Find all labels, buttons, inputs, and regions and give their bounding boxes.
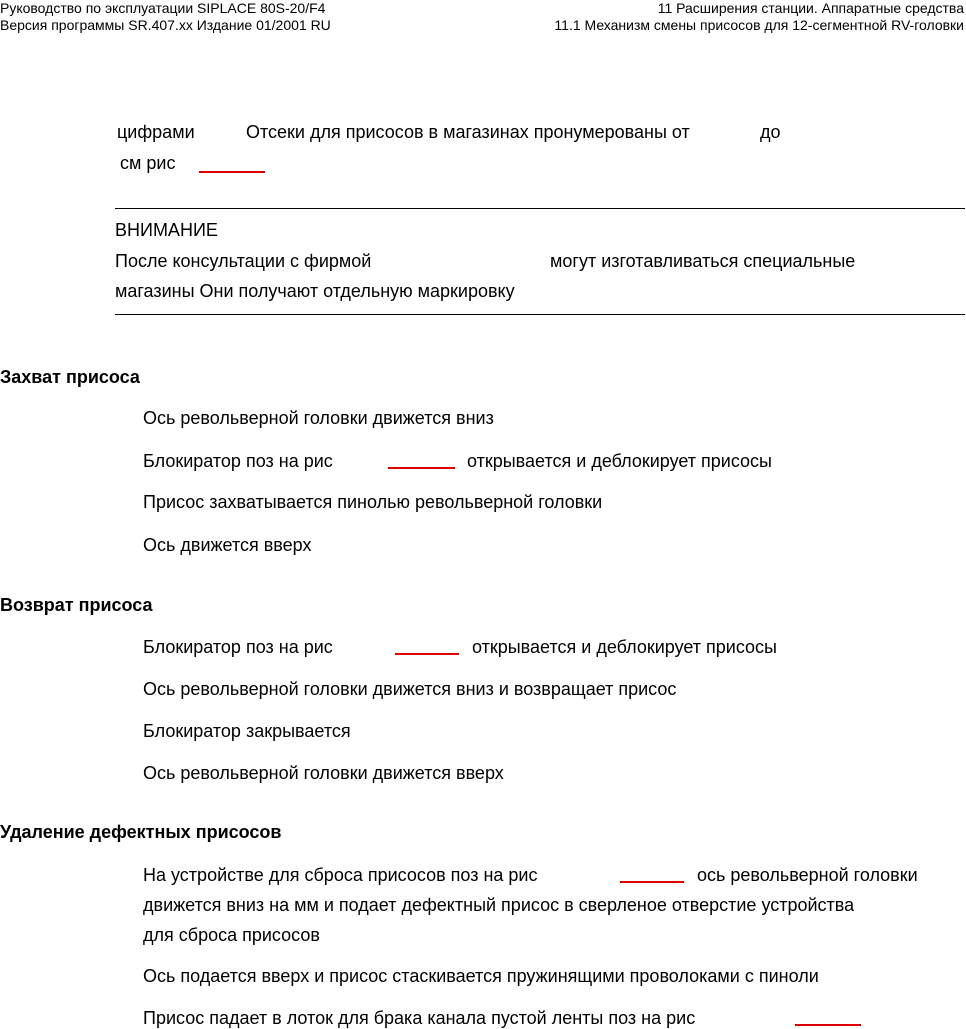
return-step-4: Ось револьверной головки движется вверх bbox=[143, 763, 504, 783]
section-heading-capture: Захват присоса bbox=[0, 367, 140, 387]
figure-link[interactable] bbox=[620, 881, 684, 883]
removal-step-3: Присос падает в лоток для брака канала пустой ленты поз на рис bbox=[143, 1008, 696, 1028]
header-version: Версия программы SR.407.xx Издание 01/2001 RU bbox=[0, 17, 331, 33]
figure-link[interactable] bbox=[795, 1024, 861, 1026]
section-heading-removal: Удаление дефектных присосов bbox=[0, 822, 282, 842]
removal-step-1-line2: движется вниз на мм и подает дефектный присос в сверленое отверстие устройства bbox=[143, 895, 855, 915]
header-manual-title: Руководство по эксплуатации SIPLACE 80S-20/F4 bbox=[0, 0, 326, 16]
section-heading-return: Возврат присоса bbox=[0, 595, 153, 615]
capture-step-3: Присос захватывается пинолью револьверной головки bbox=[143, 492, 603, 512]
notice-bottom-rule bbox=[115, 314, 965, 315]
capture-step-2b: открывается и деблокирует присосы bbox=[467, 451, 772, 471]
removal-step-1-line3: для сброса присосов bbox=[143, 925, 320, 945]
capture-step-4: Ось движется вверх bbox=[143, 535, 312, 555]
return-step-2: Ось револьверной головки движется вниз и возвращает присос bbox=[143, 679, 677, 699]
notice-top-rule bbox=[115, 208, 965, 209]
notice-title: ВНИМАНИЕ bbox=[115, 220, 218, 240]
header-chapter: 11 Расширения станции. Аппаратные средства bbox=[657, 0, 964, 16]
return-step-1b: открывается и деблокирует присосы bbox=[472, 637, 777, 657]
notice-text-a: После консультации с фирмой bbox=[115, 251, 372, 271]
intro-see-figure: см рис bbox=[120, 153, 176, 173]
intro-word-digits: цифрами bbox=[117, 122, 195, 142]
return-step-3: Блокиратор закрывается bbox=[143, 721, 351, 741]
figure-link[interactable] bbox=[388, 467, 455, 469]
removal-step-1b: ось револьверной головки bbox=[697, 865, 918, 885]
intro-to-text: до bbox=[760, 122, 781, 142]
header-section: 11.1 Механизм смены присосов для 12-сегментной RV-головки bbox=[554, 17, 964, 33]
figure-link[interactable] bbox=[395, 653, 459, 655]
removal-step-1a: На устройстве для сброса присосов поз на рис bbox=[143, 865, 538, 885]
intro-compartments-text: Отсеки для присосов в магазинах пронумерованы от bbox=[246, 122, 690, 142]
figure-link[interactable] bbox=[199, 171, 265, 173]
capture-step-2a: Блокиратор поз на рис bbox=[143, 451, 333, 471]
capture-step-1: Ось револьверной головки движется вниз bbox=[143, 408, 494, 428]
notice-text-line2: магазины Они получают отдельную маркировку bbox=[115, 281, 515, 301]
notice-text-b: могут изготавливаться специальные bbox=[550, 251, 856, 271]
return-step-1a: Блокиратор поз на рис bbox=[143, 637, 333, 657]
removal-step-2: Ось подается вверх и присос стаскивается пружинящими проволоками с пиноли bbox=[143, 966, 819, 986]
